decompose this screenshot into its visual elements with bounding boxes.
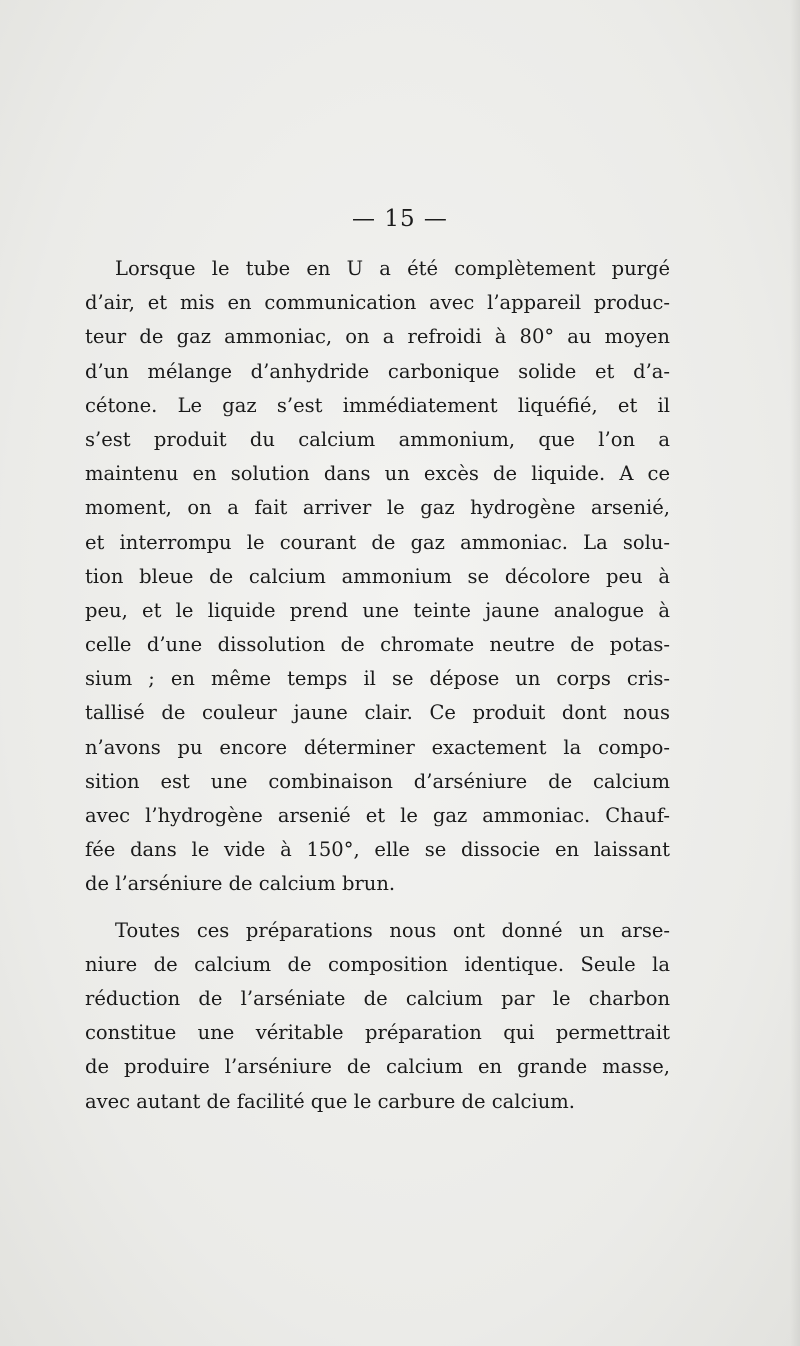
text-line: d’air, et mis en communication avec l’appareil produc- [85,291,670,315]
text-line: de produire l’arséniure de calcium en grande masse, [85,1055,670,1079]
text-line: constitue une véritable préparation qui permettrait [85,1021,670,1045]
text-line: s’est produit du calcium ammonium, que l’on a [85,427,670,451]
text-line: Lorsque le tube en U a été complètement purgé [115,257,670,280]
text-line: de l’arséniure de calcium brun. [85,872,396,896]
text-line: peu, et le liquide prend une teinte jaune analogue à [85,598,670,622]
text-line: d’un mélange d’anhydride carbonique solide et d’a- [85,359,670,383]
page-number: — 15 — [352,206,448,232]
text-line: réduction de l’arséniate de calcium par le charbon [85,986,670,1010]
paragraph [85,252,670,902]
text-line: maintenu en solution dans un excès de liquide. A ce [85,462,670,486]
text-line: n’avons pu encore déterminer exactement la compo- [85,735,670,759]
text-line: teur de gaz ammoniac, on a refroidi à 80° au moyen [85,325,670,349]
paragraph-gap [85,902,670,914]
paragraph [85,914,670,1119]
text-line: avec autant de facilité que le carbure de calcium. [85,1089,575,1113]
text-line: avec l’hydrogène arsenié et le gaz ammoniac. Chauf- [85,804,670,827]
text-line: tion bleue de calcium ammonium se décolore peu à [85,564,670,588]
text-line: fée dans le vide à 150°, elle se dissocie en laissant [85,838,670,862]
text-line: cétone. Le gaz s’est immédiatement liquéfié, et il [85,393,670,417]
text-line: sium ; en même temps il se dépose un corps cris- [85,667,670,691]
body-text [85,252,670,1119]
text-line: niure de calcium de composition identique. Seule la [85,952,670,976]
text-line: moment, on a fait arriver le gaz hydrogène arsenié, [85,496,670,520]
text-line: Toutes ces préparations nous ont donné un arse- [115,918,670,942]
text-line: celle d’une dissolution de chromate neutre de potas- [85,633,670,657]
page-edge-shadow [790,0,800,1346]
text-line: et interrompu le courant de gaz ammoniac. La solu- [85,530,670,554]
text-line: sition est une combinaison d’arséniure de calcium [85,769,670,793]
text-line: tallisé de couleur jaune clair. Ce produit dont nous [85,701,670,725]
